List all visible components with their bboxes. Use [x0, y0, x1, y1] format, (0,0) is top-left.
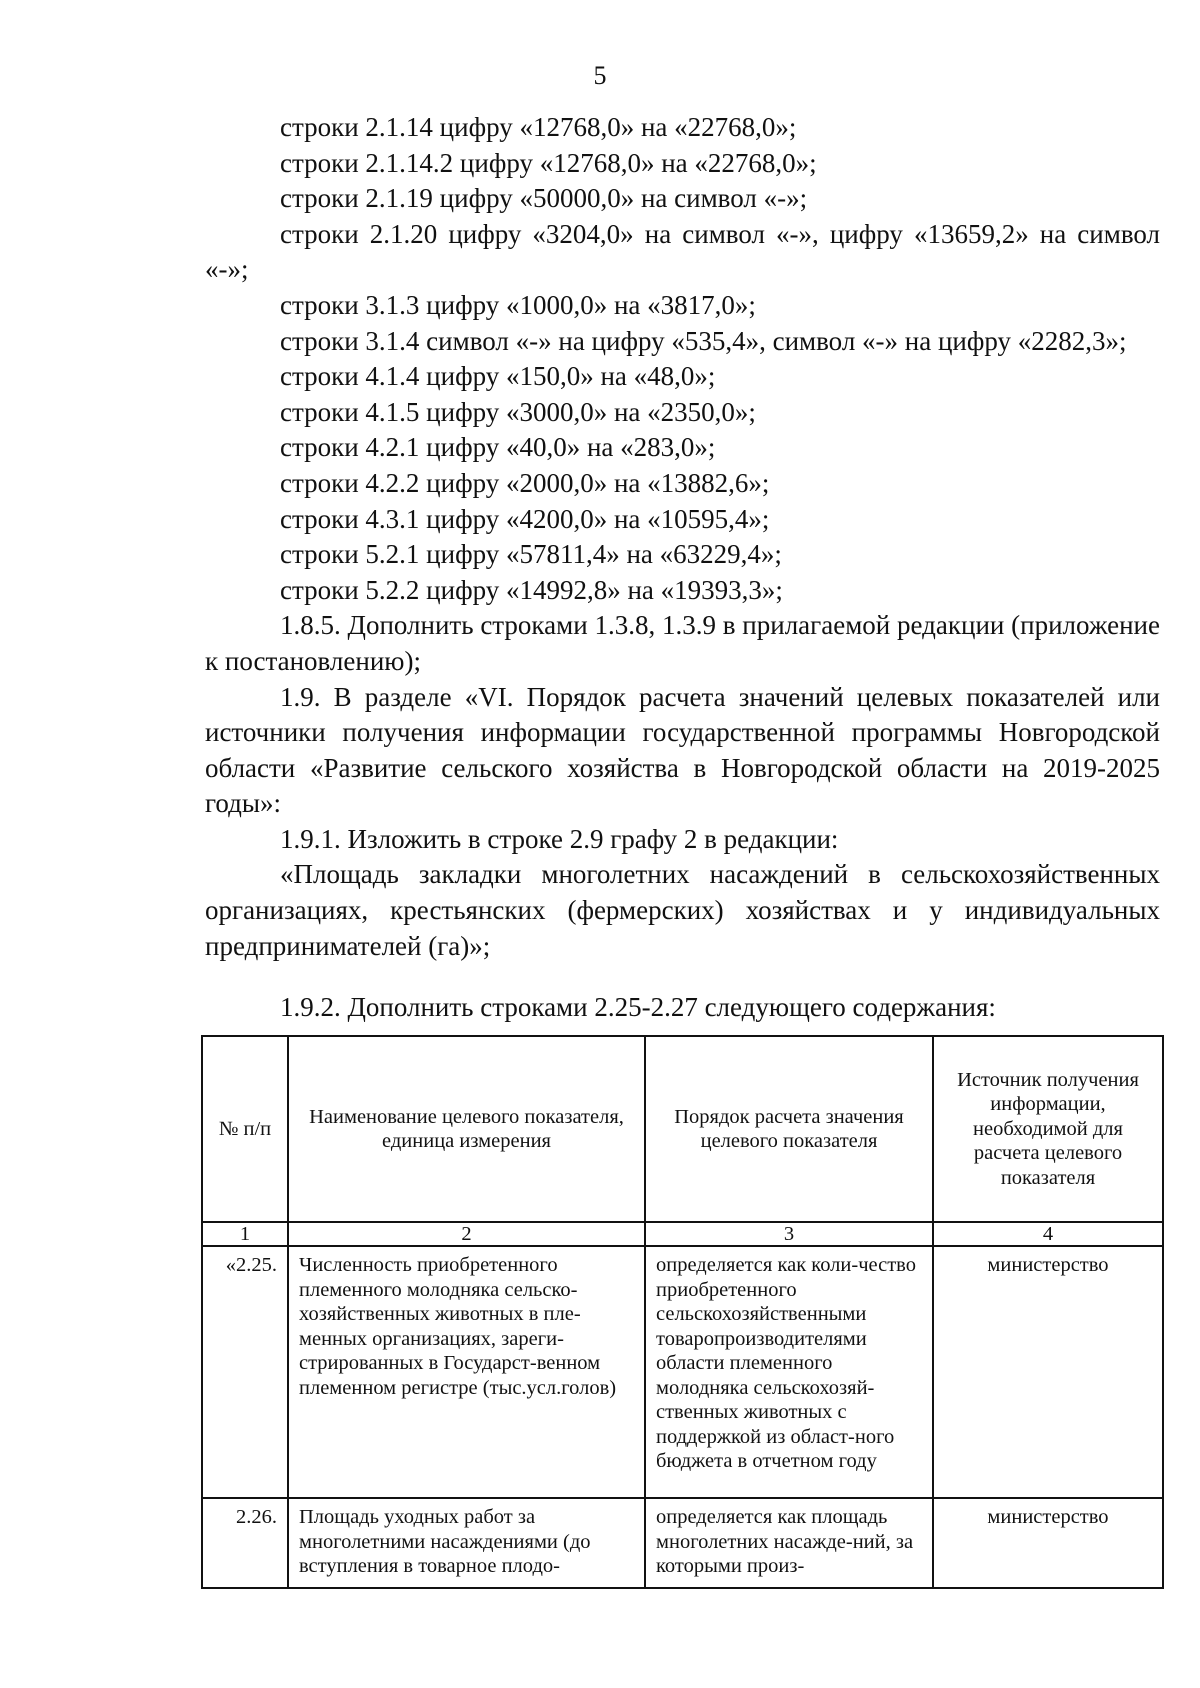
paragraph: 1.8.5. Дополнить строками 1.3.8, 1.3.9 в прилагаемой редакции (приложение к постановлению);	[205, 610, 1160, 676]
header-indicator-name: Наименование целевого показателя, единица измерения	[288, 1036, 645, 1222]
calculation-method-cell: определяется как площадь многолетних насажде-ний, за которыми произ-	[645, 1498, 933, 1588]
paragraph: строки 5.2.2 цифру «14992,8» на «19393,3»;	[280, 574, 783, 605]
information-source-cell: министерство	[933, 1246, 1163, 1498]
column-number: 2	[288, 1222, 645, 1246]
paragraph: строки 3.1.4 символ «-» на цифру «535,4», символ «-» на цифру «2282,3»;	[280, 325, 1127, 356]
paragraph: «Площадь закладки многолетних насаждений в сельскохозяйственных организациях, крестьянских (фермерских) хозяйствах и у индивидуальных предпринимателей (га)»;	[205, 859, 1160, 961]
calculation-method-cell: определяется как коли-чество приобретенного сельскохозяйственными товаропроизводителями области племенного молодняка сельскохозяй-ственных животных с поддержкой из област-ного бюджета в отчетном году	[645, 1246, 933, 1498]
paragraph: строки 2.1.14.2 цифру «12768,0» на «22768,0»;	[280, 147, 817, 178]
table-row	[202, 1498, 1163, 1588]
table-column-numbers-row	[202, 1222, 1163, 1246]
paragraph: 1.9.1. Изложить в строке 2.9 графу 2 в редакции:	[280, 823, 839, 854]
row-number-cell: 2.26.	[202, 1498, 288, 1588]
paragraph: строки 2.1.19 цифру «50000,0» на символ «-»;	[280, 183, 808, 214]
paragraph: строки 2.1.14 цифру «12768,0» на «22768,0»;	[280, 112, 797, 142]
indicator-name-cell: Площадь уходных работ за многолетними насаждениями (до вступления в товарное плодо-	[288, 1498, 645, 1588]
paragraph: строки 4.2.2 цифру «2000,0» на «13882,6»;	[280, 467, 770, 498]
table-row	[202, 1246, 1163, 1498]
header-number: № п/п	[202, 1036, 288, 1222]
column-number: 4	[933, 1222, 1163, 1246]
column-number: 3	[645, 1222, 933, 1246]
paragraph: строки 5.2.1 цифру «57811,4» на «63229,4»;	[280, 539, 782, 570]
page-number: 5	[593, 61, 607, 90]
body-text	[205, 110, 1160, 964]
table-intro: 1.9.2. Дополнить строками 2.25-2.27 следующего содержания:	[280, 992, 996, 1022]
paragraph: строки 3.1.3 цифру «1000,0» на «3817,0»;	[280, 289, 756, 320]
information-source-cell: министерство	[933, 1498, 1163, 1588]
column-number: 1	[202, 1222, 288, 1246]
header-information-source: Источник получения информации, необходимой для расчета целевого показателя	[933, 1036, 1163, 1222]
table-header-row	[202, 1036, 1163, 1222]
paragraph: строки 2.1.20 цифру «3204,0» на символ «-», цифру «13659,2» на символ «-»;	[205, 218, 1160, 285]
indicators-table	[201, 1035, 1164, 1589]
paragraph: строки 4.2.1 цифру «40,0» на «283,0»;	[280, 432, 716, 463]
indicator-name-cell: Численность приобретенного племенного молодняка сельско-хозяйственных животных в пле-менных организациях, зареги-стрированных в Государст-венном племенном регистре (тыс.усл.голов)	[288, 1246, 645, 1498]
header-calculation-method: Порядок расчета значения целевого показателя	[645, 1036, 933, 1222]
paragraph: 1.9. В разделе «VI. Порядок расчета значений целевых показателей или источники получения информации государственной программы Новгородской области «Развитие сельского хозяйства в Новгородской области на 2019-2025 годы»:	[205, 681, 1160, 819]
paragraph: строки 4.1.4 цифру «150,0» на «48,0»;	[280, 361, 716, 392]
paragraph: строки 4.1.5 цифру «3000,0» на «2350,0»;	[280, 396, 756, 427]
row-number-cell: «2.25.	[202, 1246, 288, 1498]
paragraph: строки 4.3.1 цифру «4200,0» на «10595,4»;	[280, 503, 770, 534]
